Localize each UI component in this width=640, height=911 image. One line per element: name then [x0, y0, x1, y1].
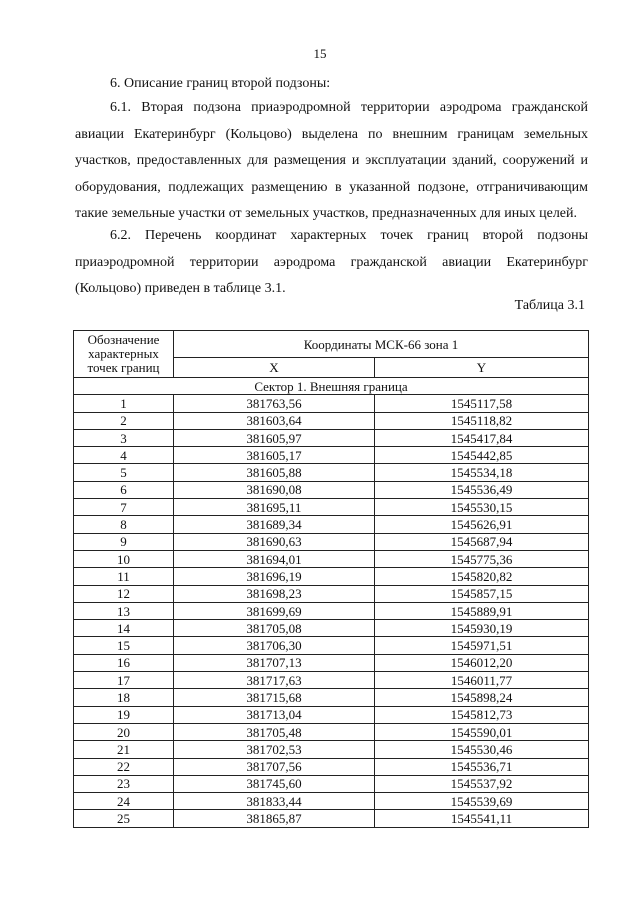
header-coordinates: Координаты МСК-66 зона 1 — [174, 331, 589, 358]
table-row — [74, 758, 589, 775]
table-row — [74, 429, 589, 446]
coord-x: 381706,30 — [174, 637, 375, 654]
table-row — [74, 568, 589, 585]
table-row — [74, 464, 589, 481]
point-number: 9 — [74, 533, 174, 550]
coord-y: 1545442,85 — [375, 447, 589, 464]
sector-title: Сектор 1. Внешняя граница — [74, 378, 589, 395]
coord-y: 1545536,49 — [375, 481, 589, 498]
table-row — [74, 689, 589, 706]
table-row — [74, 793, 589, 810]
table-row — [74, 654, 589, 671]
point-number: 11 — [74, 568, 174, 585]
coord-y: 1545537,92 — [375, 775, 589, 792]
paragraph-6-2: 6.2. Перечень координат характерных точек границ второй подзоны приаэродромной территории аэродрома гражданской авиации Екатеринбург (Кольцово) приведен в таблице 3.1. — [75, 228, 588, 296]
coord-x: 381713,04 — [174, 706, 375, 723]
coord-y: 1545541,11 — [375, 810, 589, 827]
table-row — [74, 412, 589, 429]
table-row — [74, 499, 589, 516]
point-number: 15 — [74, 637, 174, 654]
table-row — [74, 706, 589, 723]
table-row — [74, 741, 589, 758]
coord-x: 381690,63 — [174, 533, 375, 550]
coord-y: 1545530,46 — [375, 741, 589, 758]
point-number: 13 — [74, 602, 174, 619]
coord-y: 1545534,18 — [375, 464, 589, 481]
coord-x: 381694,01 — [174, 550, 375, 567]
table-row — [74, 810, 589, 827]
coord-y: 1545930,19 — [375, 620, 589, 637]
coord-x: 381605,97 — [174, 429, 375, 446]
table-row — [74, 550, 589, 567]
coord-x: 381689,34 — [174, 516, 375, 533]
coord-x: 381605,17 — [174, 447, 375, 464]
header-y: Y — [375, 358, 589, 378]
point-number: 8 — [74, 516, 174, 533]
point-number: 1 — [74, 395, 174, 412]
coord-y: 1545971,51 — [375, 637, 589, 654]
point-number: 18 — [74, 689, 174, 706]
header-x: X — [174, 358, 375, 378]
coord-y: 1545857,15 — [375, 585, 589, 602]
coord-x: 381699,69 — [174, 602, 375, 619]
table-row — [74, 723, 589, 740]
point-number: 6 — [74, 481, 174, 498]
coord-x: 381705,08 — [174, 620, 375, 637]
point-number: 10 — [74, 550, 174, 567]
coord-x: 381717,63 — [174, 672, 375, 689]
coord-x: 381707,56 — [174, 758, 375, 775]
coord-x: 381605,88 — [174, 464, 375, 481]
coord-y: 1546011,77 — [375, 672, 589, 689]
point-number: 19 — [74, 706, 174, 723]
coord-x: 381865,87 — [174, 810, 375, 827]
coord-x: 381833,44 — [174, 793, 375, 810]
coord-x: 381695,11 — [174, 499, 375, 516]
table-row — [74, 775, 589, 792]
point-number: 7 — [74, 499, 174, 516]
point-number: 23 — [74, 775, 174, 792]
coord-y: 1545812,73 — [375, 706, 589, 723]
table-row — [74, 447, 589, 464]
point-number: 17 — [74, 672, 174, 689]
point-number: 16 — [74, 654, 174, 671]
point-number: 25 — [74, 810, 174, 827]
point-number: 12 — [74, 585, 174, 602]
coord-x: 381690,08 — [174, 481, 375, 498]
point-number: 21 — [74, 741, 174, 758]
point-number: 4 — [74, 447, 174, 464]
coord-y: 1545775,36 — [375, 550, 589, 567]
coord-y: 1545590,01 — [375, 723, 589, 740]
point-number: 20 — [74, 723, 174, 740]
point-number: 22 — [74, 758, 174, 775]
coord-y: 1546012,20 — [375, 654, 589, 671]
point-number: 24 — [74, 793, 174, 810]
table-row — [74, 533, 589, 550]
coord-y: 1545898,24 — [375, 689, 589, 706]
coord-y: 1545530,15 — [375, 499, 589, 516]
coord-x: 381696,19 — [174, 568, 375, 585]
coord-y: 1545536,71 — [375, 758, 589, 775]
coord-x: 381702,53 — [174, 741, 375, 758]
point-number: 5 — [74, 464, 174, 481]
coord-y: 1545889,91 — [375, 602, 589, 619]
coord-y: 1545687,94 — [375, 533, 589, 550]
coord-x: 381705,48 — [174, 723, 375, 740]
coord-x: 381715,68 — [174, 689, 375, 706]
paragraph-6-1: 6.1. Вторая подзона приаэродромной территории аэродрома гражданской авиации Екатеринбург (Кольцово) выделена по внешним границам земельных участков, предоставленных для размещения и эксплуатации зданий, сооружений и оборудования, подлежащих размещению в указанной подзоне, отграничивающим такие земельные участки от земельных участков, предназначенных для иных целей. — [75, 100, 588, 221]
coord-x: 381603,64 — [174, 412, 375, 429]
coord-x: 381763,56 — [174, 395, 375, 412]
table-row — [74, 620, 589, 637]
table-row — [74, 481, 589, 498]
coord-y: 1545820,82 — [375, 568, 589, 585]
table-row — [74, 516, 589, 533]
coord-y: 1545118,82 — [375, 412, 589, 429]
header-points: Обозначение характерных точек границ — [74, 331, 174, 378]
coordinates-table — [73, 330, 589, 828]
point-number: 2 — [74, 412, 174, 429]
point-number: 3 — [74, 429, 174, 446]
table-row — [74, 585, 589, 602]
point-number: 14 — [74, 620, 174, 637]
table-row — [74, 637, 589, 654]
table-row — [74, 602, 589, 619]
section-heading: 6. Описание границ второй подзоны: — [110, 76, 331, 91]
page-number: 15 — [313, 46, 327, 61]
coord-y: 1545117,58 — [375, 395, 589, 412]
coord-y: 1545626,91 — [375, 516, 589, 533]
coord-y: 1545539,69 — [375, 793, 589, 810]
table-caption: Таблица 3.1 — [514, 298, 585, 313]
coord-x: 381745,60 — [174, 775, 375, 792]
coord-x: 381698,23 — [174, 585, 375, 602]
table-row — [74, 672, 589, 689]
coord-y: 1545417,84 — [375, 429, 589, 446]
coord-x: 381707,13 — [174, 654, 375, 671]
table-row — [74, 395, 589, 412]
